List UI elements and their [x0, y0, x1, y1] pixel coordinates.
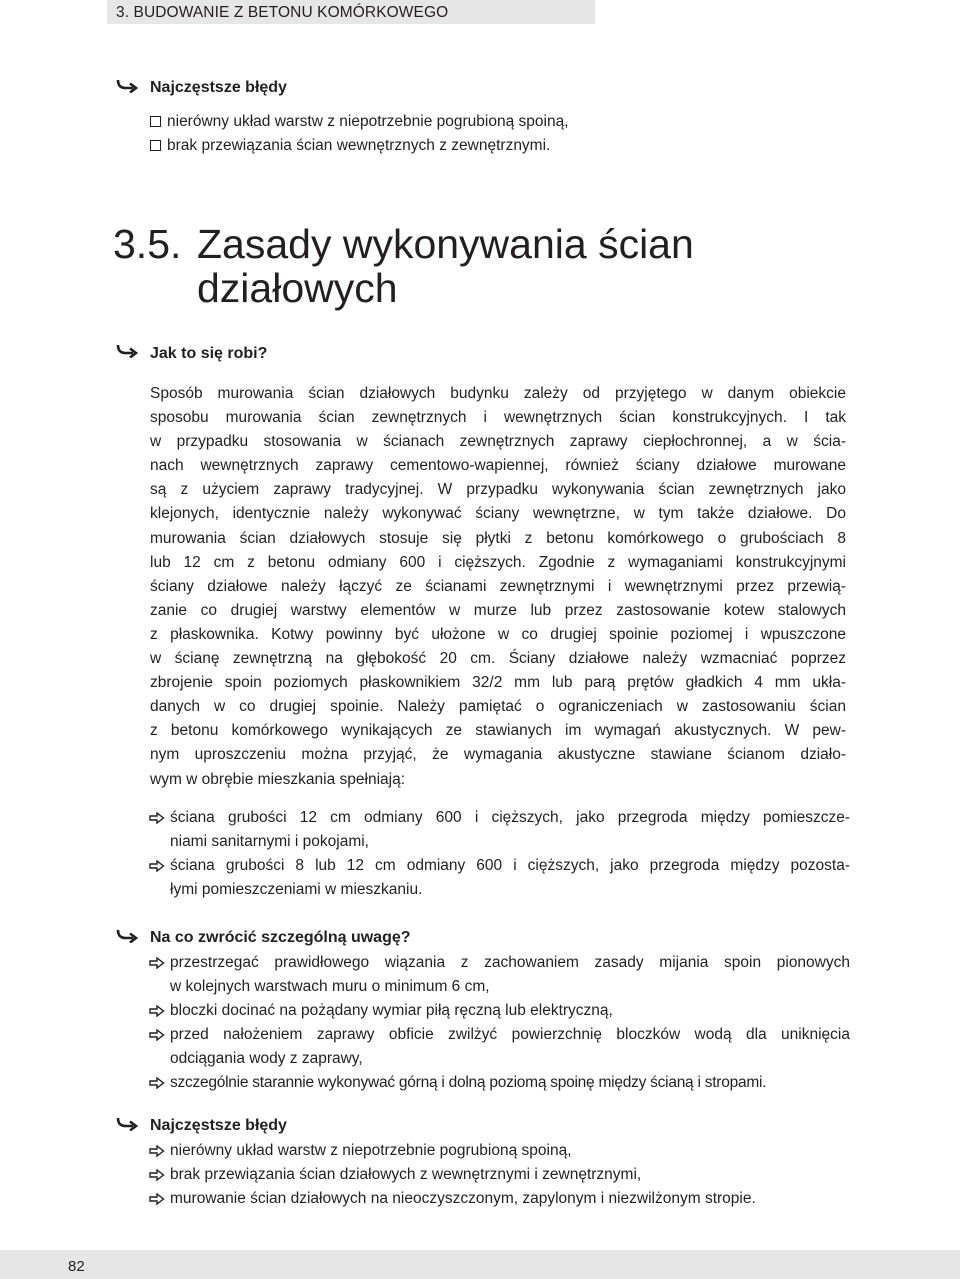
section-number: 3.5.	[113, 221, 182, 267]
body-paragraph	[150, 382, 846, 792]
paragraph-line: zanie co drugiej warstwy elementów w murze lub przez zastosowanie kotew stalowych	[150, 601, 846, 619]
paragraph-line: z betonu komórkowego wynikających ze stawianych im wymagań akustycznych. W pew-	[150, 722, 846, 740]
list-item: ściana grubości 12 cm odmiany 600 i cięższych, jako przegroda między pomieszcze- niami sanitarnymi i pokojami,	[150, 806, 850, 854]
list-item: ściana grubości 8 lub 12 cm odmiany 600 i cięższych, jako przegroda między pozosta- łymi pomieszczeniami w mieszkaniu.	[150, 854, 850, 902]
paragraph-line: lub 12 cm z betonu odmiany 600 i cięższych. Zgodnie z wymaganiami konstrukcyjnymi	[150, 553, 846, 571]
outline-arrow-icon	[149, 812, 165, 824]
hook-arrow-icon	[116, 344, 138, 358]
outline-arrow-icon	[149, 860, 165, 872]
paragraph-line: klejonych, identycznie należy wykonywać ściany wewnętrzne, w tym także działowe. Do	[150, 505, 846, 523]
paragraph-line: danych w co drugiej spoinie. Należy pamiętać o ograniczeniach w zastosowaniu ścian	[150, 698, 846, 716]
paragraph-line: w przypadku stosowania w ścianach zewnętrznych zaprawy ciepłochronnej, a w ścia-	[150, 433, 846, 451]
paragraph-line: nym uproszczeniu można przyjąć, że wymagania akustyczne stawiane ścianom działo-	[150, 746, 846, 764]
paragraph-line: murowania ścian działowych stosuje się płytki z betonu komórkowego o grubościach 8	[150, 529, 846, 547]
checkbox-icon	[150, 116, 161, 127]
section-heading-common-errors: Najczęstsze błędy	[150, 79, 287, 96]
chapter-header: 3. BUDOWANIE Z BETONU KOMÓRKOWEGO	[116, 4, 449, 21]
list-item: szczególnie starannie wykonywać górną i dolną poziomą spoinę między ścianą i stropami.	[150, 1071, 850, 1095]
paragraph-line: wym w obrębie mieszkania spełniają:	[150, 770, 406, 788]
outline-arrow-icon	[149, 1169, 165, 1181]
list-item: brak przewiązania ścian działowych z wewnętrznymi i zewnętrznymi,	[150, 1163, 850, 1187]
paragraph-line: z płaskownika. Kotwy powinny być ułożone w co drugiej spoinie poziomej i wpuszczone	[150, 625, 846, 643]
bullet-list-requirements	[150, 806, 850, 902]
list-item: bloczki docinać na pożądany wymiar piłą ręczną lub elektryczną,	[150, 999, 850, 1023]
bullet-list-attention	[150, 951, 850, 1096]
section-heading-attention: Na co zwrócić szczególną uwagę?	[150, 929, 411, 946]
list-item: przestrzegać prawidłowego wiązania z zachowaniem zasady mijania spoin pionowych w kolejnych warstwach muru o minimum 6 cm,	[150, 951, 850, 999]
list-item: brak przewiązania ścian wewnętrznych z zewnętrznymi.	[150, 136, 550, 156]
outline-arrow-icon	[149, 1005, 165, 1017]
paragraph-line: zbrojenie spoin poziomych płaskownikiem 32/2 mm lub parą prętów gładkich 4 mm ukła-	[150, 674, 846, 692]
outline-arrow-icon	[149, 1029, 165, 1041]
footer-bar	[0, 1250, 960, 1279]
hook-arrow-icon	[116, 79, 138, 93]
section-title-line1: Zasady wykonywania ścian	[197, 221, 694, 267]
paragraph-line: są z użyciem zaprawy tradycyjnej. W przypadku wykonywania ścian zewnętrznych jako	[150, 481, 846, 499]
outline-arrow-icon	[149, 1077, 165, 1089]
paragraph-line: Sposób murowania ścian działowych budynku zależy od przyjętego w danym obiekcie	[150, 385, 846, 402]
section-heading-common-errors-2: Najczęstsze błędy	[150, 1117, 287, 1134]
outline-arrow-icon	[149, 1193, 165, 1205]
outline-arrow-icon	[149, 957, 165, 969]
list-item: przed nałożeniem zaprawy obficie zwilżyć powierzchnię bloczków wodą dla uniknięcia odciągania wody z zaprawy,	[150, 1023, 850, 1071]
section-title-line2: działowych	[197, 265, 398, 311]
section-title	[113, 222, 694, 310]
hook-arrow-icon	[116, 929, 138, 943]
checkbox-icon	[150, 140, 161, 151]
list-item: nierówny układ warstw z niepotrzebnie pogrubioną spoiną,	[150, 112, 569, 132]
paragraph-line: nach wewnętrznych zaprawy cementowo-wapiennej, również ściany działowe murowane	[150, 457, 846, 475]
list-item: murowanie ścian działowych na nieoczyszczonym, zapylonym i niezwilżonym stropie.	[150, 1187, 850, 1211]
paragraph-line: w ścianę zewnętrzną na głębokość 20 cm. Ściany działowe należy wzmacniać poprzez	[150, 650, 846, 668]
section-heading-how-to: Jak to się robi?	[150, 345, 268, 362]
paragraph-line: ściany działowe należy łączyć ze ścianami zewnętrznymi i wewnętrznymi przez przewią-	[150, 577, 846, 595]
hook-arrow-icon	[116, 1117, 138, 1131]
page-number: 82	[68, 1258, 85, 1275]
outline-arrow-icon	[149, 1145, 165, 1157]
bullet-list-errors	[150, 1139, 850, 1211]
list-item: nierówny układ warstw z niepotrzebnie pogrubioną spoiną,	[150, 1139, 850, 1163]
paragraph-line: sposobu murowania ścian zewnętrznych i wewnętrznych ścian konstrukcyjnych. I tak	[150, 409, 846, 427]
